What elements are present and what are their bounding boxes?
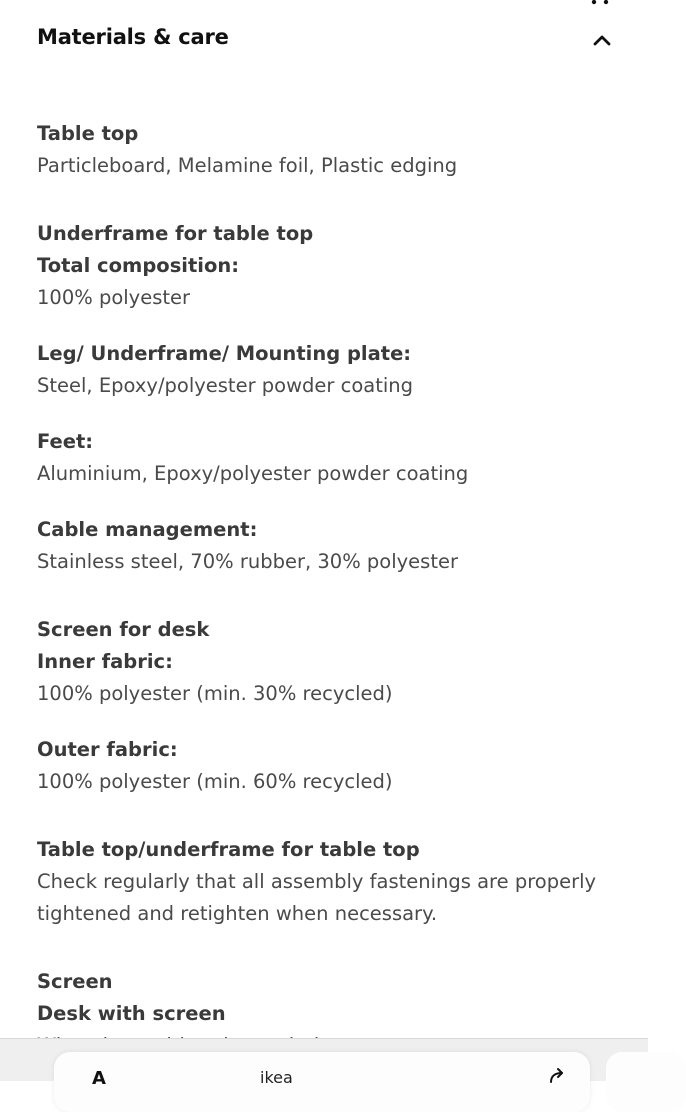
share-icon[interactable]	[547, 1066, 567, 1086]
tabs-button[interactable]	[606, 1052, 686, 1112]
section-screen-for-desk	[37, 614, 618, 710]
section-heading: Screen for desk	[37, 618, 210, 641]
section-cable-management	[37, 514, 618, 578]
section-underframe	[37, 218, 618, 314]
text-size-button[interactable]: A	[92, 1068, 106, 1089]
accordion-title: Materials & care	[37, 25, 229, 49]
section-heading: Underframe for table top	[37, 222, 314, 245]
section-heading: Outer fabric:	[37, 738, 178, 761]
care-heading: Screen	[37, 970, 113, 993]
section-value: 100% polyester	[37, 286, 191, 309]
section-feet	[37, 426, 618, 490]
section-subheading: Inner fabric:	[37, 650, 173, 673]
section-heading: Table top	[37, 122, 139, 145]
section-value: Steel, Epoxy/polyester powder coating	[37, 374, 414, 397]
section-value: 100% polyester (min. 60% recycled)	[37, 770, 393, 793]
url-text[interactable]: ikea	[260, 1068, 293, 1087]
section-outer-fabric	[37, 734, 618, 798]
section-heading: Feet:	[37, 430, 94, 453]
section-value: Stainless steel, 70% rubber, 30% polyester	[37, 550, 459, 573]
section-table-top	[37, 118, 618, 182]
section-heading: Cable management:	[37, 518, 258, 541]
section-heading: Leg/ Underframe/ Mounting plate:	[37, 342, 412, 365]
care-table-top-underframe	[37, 834, 618, 930]
address-bar[interactable]	[54, 1052, 590, 1112]
materials-care-accordion-header[interactable]	[37, 18, 612, 62]
materials-care-content	[37, 118, 618, 1042]
chevron-up-icon[interactable]	[592, 33, 612, 47]
care-subheading: Desk with screen	[37, 1002, 226, 1025]
partial-icon	[588, 0, 612, 6]
care-value: Check regularly that all assembly fastenings are properly tightened and retighten when necessary.	[37, 870, 597, 925]
section-value: 100% polyester (min. 30% recycled)	[37, 682, 393, 705]
section-subheading: Total composition:	[37, 254, 240, 277]
section-leg-underframe	[37, 338, 618, 402]
section-value: Particleboard, Melamine foil, Plastic edging	[37, 154, 458, 177]
section-value: Aluminium, Epoxy/polyester powder coating	[37, 462, 469, 485]
care-screen	[37, 966, 618, 1042]
care-heading: Table top/underframe for table top	[37, 838, 420, 861]
